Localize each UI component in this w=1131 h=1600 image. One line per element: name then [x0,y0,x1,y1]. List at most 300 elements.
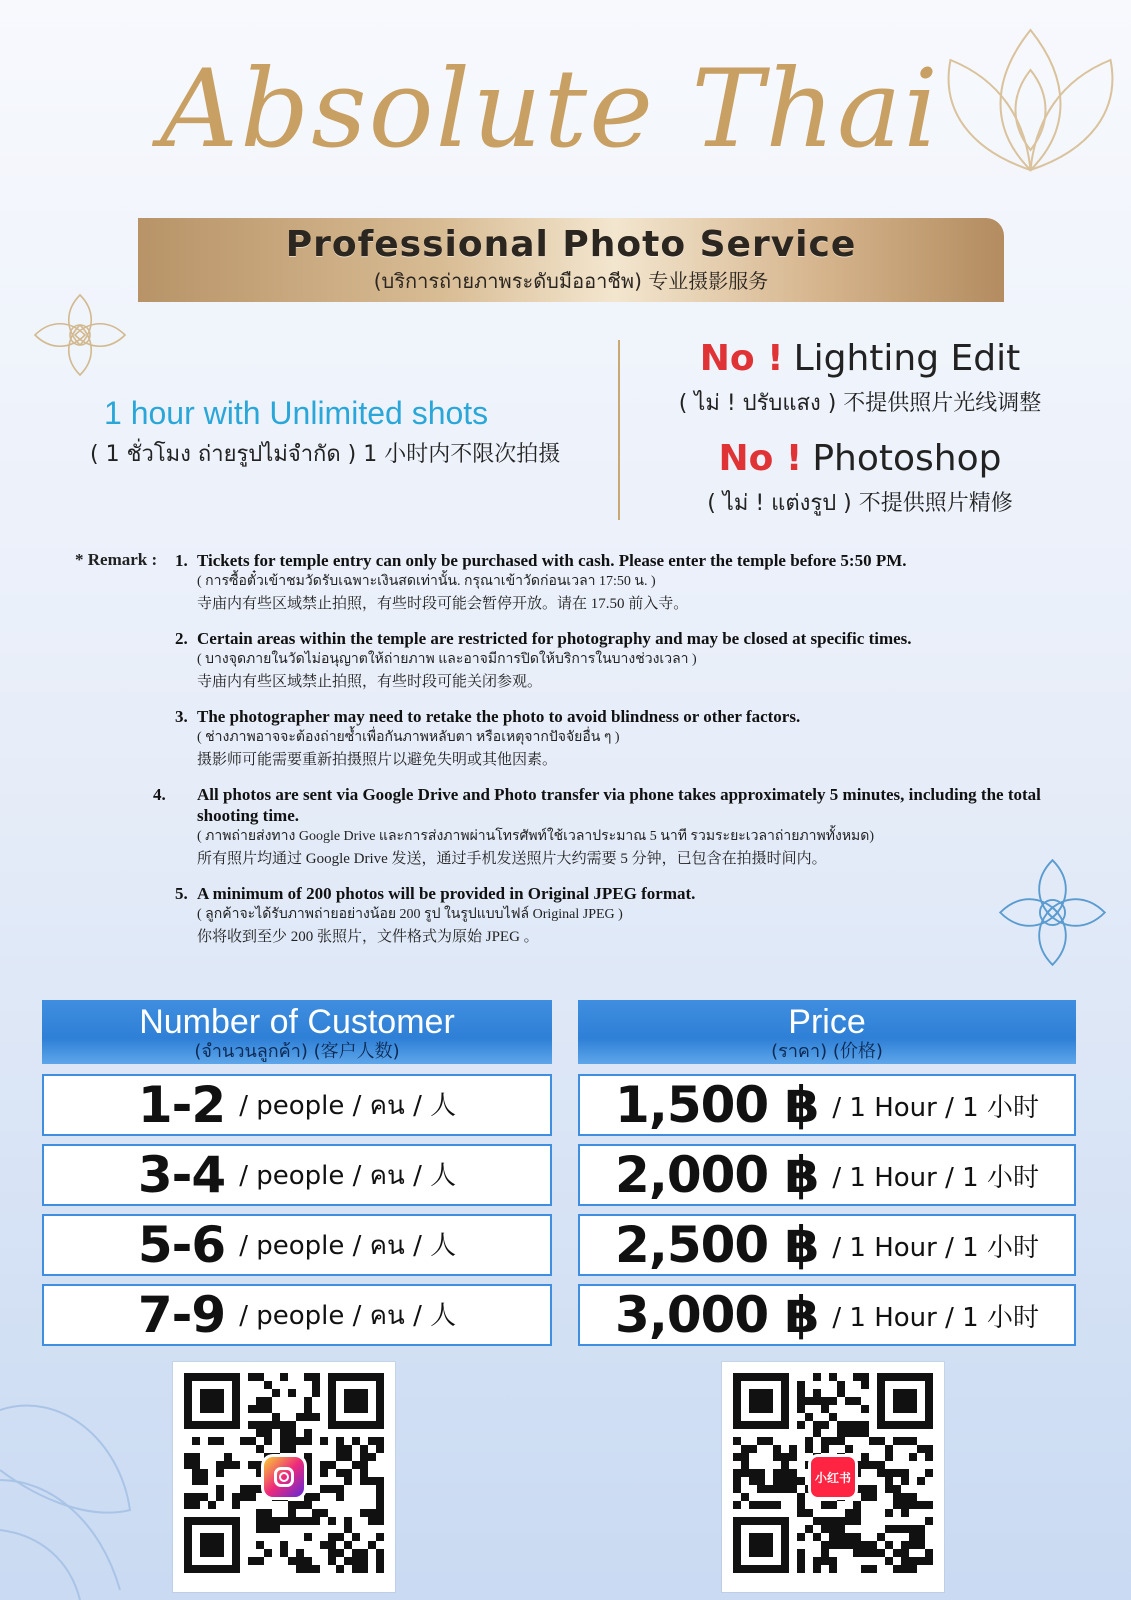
people-unit: / people / คน / 人 [239,1230,457,1261]
qr-module [821,1445,829,1453]
qr-module [184,1501,192,1509]
qr-module [869,1541,877,1549]
qr-module [901,1477,909,1485]
qr-module [312,1413,320,1421]
qr-module [368,1437,376,1445]
qr-module [821,1501,829,1509]
customers-cell [42,1074,552,1136]
qr-module [829,1525,837,1533]
qr-module [781,1469,789,1477]
qr-module [821,1557,829,1565]
qr-module [352,1437,360,1445]
qr-module [216,1437,224,1445]
qr-module [248,1485,256,1493]
qr-module [813,1389,821,1397]
remark-chinese: 寺庙内有些区域禁止拍照，有些时段可能会暂停开放。请在 17.50 前入寺。 [197,596,689,612]
qr-module [773,1501,781,1509]
qr-module [216,1469,224,1477]
remark-number: 2. [175,629,188,648]
qr-module [909,1565,917,1573]
qr-module [797,1477,805,1485]
qr-module [272,1389,280,1397]
qr-module [813,1533,821,1541]
qr-module [352,1533,360,1541]
remark-label: * Remark : [75,550,158,569]
instagram-icon [261,1454,307,1500]
qr-module [861,1381,869,1389]
qr-module [256,1397,264,1405]
qr-module [296,1501,304,1509]
qr-module [192,1469,200,1477]
qr-module [192,1501,200,1509]
qr-module [336,1533,344,1541]
qr-module [861,1461,869,1469]
qr-module [797,1493,805,1501]
qr-module [200,1389,224,1413]
qr-module [845,1509,853,1517]
qr-module [368,1517,376,1525]
qr-module [797,1405,805,1413]
qr-module [861,1485,869,1493]
qr-module [376,1477,384,1485]
qr-module [925,1557,933,1565]
hour-unit: / 1 Hour / 1 小时 [832,1302,1039,1333]
qr-module [861,1373,869,1381]
qr-module [925,1549,933,1557]
customer-count: 1-2 [137,1076,226,1134]
qr-module [336,1565,344,1573]
qr-module [336,1445,344,1453]
qr-module [757,1485,765,1493]
qr-module [773,1469,781,1477]
qr-module [789,1469,797,1477]
price-value: 1,500 ฿ [615,1076,819,1134]
qr-module [256,1525,264,1533]
qr-module [893,1525,901,1533]
qr-module [909,1437,917,1445]
qr-module [837,1429,845,1437]
qr-module [869,1493,877,1501]
qr-module [280,1517,288,1525]
qr-module [312,1493,320,1501]
qr-module [749,1501,757,1509]
qr-module [240,1493,248,1501]
qr-module [861,1541,869,1549]
qr-module [749,1469,757,1477]
qr-module [344,1389,368,1413]
qr-module [192,1453,200,1461]
service-banner [138,218,1004,302]
qr-module [885,1525,893,1533]
qr-module [360,1557,368,1565]
qr-module [296,1437,304,1445]
no-label: No ! [699,338,784,379]
qr-module [200,1469,208,1477]
no-lighting-edit [625,338,1095,379]
qr-module [208,1437,216,1445]
qr-module [368,1477,376,1485]
qr-module [296,1517,304,1525]
price-cell [578,1074,1076,1136]
qr-module [845,1397,853,1405]
qr-module [917,1501,925,1509]
qr-module [885,1469,893,1477]
qr-module [248,1461,256,1469]
qr-module [280,1429,288,1437]
brand-title: Absolute Thai [160,47,940,172]
qr-module [288,1517,296,1525]
qr-module [901,1501,909,1509]
qr-module [304,1565,312,1573]
qr-module [861,1565,869,1573]
qr-module [741,1461,749,1469]
qr-module [829,1413,837,1421]
qr-module [893,1565,901,1573]
qr-module [264,1421,272,1429]
qr-module [765,1437,773,1445]
no-edit-features [625,338,1095,538]
lighting-edit-label: Lighting Edit [793,338,1021,379]
qr-module [376,1565,384,1573]
qr-module [272,1525,280,1533]
qr-module [312,1509,320,1517]
qr-module [773,1453,781,1461]
qr-module [208,1501,216,1509]
price-cell [578,1144,1076,1206]
qr-module [336,1493,344,1501]
qr-module [885,1557,893,1565]
qr-module [376,1501,384,1509]
qr-module [320,1469,328,1477]
qr-module [192,1437,200,1445]
qr-module [829,1557,837,1565]
qr-module [264,1381,272,1389]
xiaohongshu-qr-code[interactable] [722,1362,944,1592]
qr-module [376,1533,384,1541]
no-label: No ! [718,438,803,479]
qr-module [192,1493,200,1501]
qr-module [288,1437,296,1445]
qr-module [821,1525,829,1533]
banner-subtitle: (บริการถ่ายภาพระดับมืออาชีพ) 专业摄影服务 [373,269,769,293]
qr-module [272,1517,280,1525]
price-header-subtitle: (ราคา) (价格) [771,1041,883,1062]
qr-module [336,1437,344,1445]
customer-count: 7-9 [137,1286,226,1344]
qr-module [885,1445,893,1453]
qr-module [925,1453,933,1461]
qr-module [829,1541,837,1549]
qr-module [296,1557,304,1565]
qr-module [909,1533,917,1541]
remark-thai: ( ภาพถ่ายส่งทาง Google Drive และการส่งภาพผ่านโทรศัพท์ใช้เวลาประมาณ 5 นาที รวมระยะเวลาถ่ายภาพทั้งหมด) [197,829,875,844]
qr-module [741,1493,749,1501]
qr-module [288,1557,296,1565]
remark-item [175,550,1075,616]
qr-module [288,1445,296,1453]
qr-module [877,1549,885,1557]
photoshop-label: Photoshop [812,438,1002,479]
qr-module [328,1485,336,1493]
qr-module [344,1453,352,1461]
qr-module [256,1541,264,1549]
qr-module [925,1517,933,1525]
xiaohongshu-badge-text: 小红书 [814,1470,851,1485]
qr-module [773,1477,781,1485]
qr-module [765,1485,773,1493]
qr-module [264,1397,272,1405]
feature-divider [618,340,620,520]
instagram-qr-code[interactable] [173,1362,395,1592]
customers-cell [42,1144,552,1206]
qr-module [741,1453,749,1461]
qr-module [901,1469,909,1477]
qr-module [813,1397,821,1405]
qr-module [320,1485,328,1493]
qr-module [344,1477,352,1485]
remarks-section [75,550,1075,961]
qr-module [256,1405,264,1413]
qr-module [901,1437,909,1445]
qr-module [821,1517,829,1525]
qr-module [757,1501,765,1509]
qr-module [320,1541,328,1549]
qr-module [256,1509,264,1517]
qr-module [805,1413,813,1421]
qr-module [877,1533,885,1541]
qr-module [829,1397,837,1405]
qr-module [901,1549,909,1557]
customers-cell [42,1284,552,1346]
qr-module [757,1437,765,1445]
qr-module [909,1453,917,1461]
qr-module [805,1525,813,1533]
qr-module [256,1429,264,1437]
remark-item [153,784,1075,871]
qr-module [288,1421,296,1429]
qr-module [829,1517,837,1525]
qr-module [781,1461,789,1469]
qr-module [917,1557,925,1565]
qr-module [877,1469,885,1477]
qr-module [797,1509,805,1517]
qr-module [328,1549,336,1557]
people-unit: / people / คน / 人 [239,1090,457,1121]
qr-module [837,1525,845,1533]
qr-module [885,1509,893,1517]
qr-module [288,1429,296,1437]
qr-module [256,1557,264,1565]
qr-module [216,1493,224,1501]
qr-module [320,1437,328,1445]
qr-module [376,1445,384,1453]
qr-module [853,1397,861,1405]
qr-module [288,1389,296,1397]
qr-module [344,1525,352,1533]
qr-module [781,1477,789,1485]
qr-module [264,1437,272,1445]
qr-module [749,1445,757,1453]
qr-module [909,1525,917,1533]
qr-module [296,1549,304,1557]
qr-module [741,1445,749,1453]
qr-module [344,1469,352,1477]
qr-module [336,1485,344,1493]
qr-module [360,1565,368,1573]
qr-module [304,1437,312,1445]
qr-module [893,1493,901,1501]
qr-module [328,1557,336,1565]
qr-module [352,1461,360,1469]
qr-module [248,1493,256,1501]
qr-module [296,1565,304,1573]
qr-module [893,1469,901,1477]
qr-module [200,1493,208,1501]
qr-module [256,1421,264,1429]
qr-module [376,1485,384,1493]
qr-module [733,1477,741,1485]
qr-module [821,1437,829,1445]
remark-item [175,628,1075,694]
qr-module [304,1557,312,1565]
qr-module [901,1541,909,1549]
qr-module [304,1405,312,1413]
qr-module [853,1501,861,1509]
qr-module [248,1405,256,1413]
qr-module [368,1541,376,1549]
qr-module [861,1429,869,1437]
qr-module [248,1373,256,1381]
qr-module [376,1549,384,1557]
qr-module [376,1493,384,1501]
qr-module [741,1469,749,1477]
qr-module [797,1549,805,1557]
qr-module [845,1541,853,1549]
qr-module [320,1509,328,1517]
qr-module [885,1453,893,1461]
qr-module [781,1485,789,1493]
qr-module [917,1445,925,1453]
qr-module [885,1477,893,1485]
qr-module [733,1501,741,1509]
remark-item [175,883,1075,949]
qr-module [376,1437,384,1445]
qr-module [845,1445,853,1453]
qr-module [861,1421,869,1429]
remark-thai: ( การซื้อตั๋วเข้าชมวัดรับเฉพาะเงินสดเท่านั้น. กรุณาเข้าวัดก่อนเวลา 17:50 น. ) [197,574,656,589]
qr-module [360,1469,368,1477]
qr-module [877,1461,885,1469]
qr-module [344,1541,352,1549]
lotus-ornament-left-icon [30,290,130,380]
qr-module [376,1517,384,1525]
qr-module [224,1461,232,1469]
qr-module [813,1565,821,1573]
qr-module [360,1453,368,1461]
qr-module [837,1533,845,1541]
qr-module [813,1421,821,1429]
qr-module [837,1437,845,1445]
qr-module [869,1485,877,1493]
qr-module [280,1541,288,1549]
qr-module [216,1485,224,1493]
lotus-ornament-top-right-icon [930,0,1131,190]
qr-module [344,1445,352,1453]
qr-module [781,1453,789,1461]
qr-module [853,1541,861,1549]
qr-module [837,1421,845,1429]
qr-module [789,1445,797,1453]
qr-module [200,1477,208,1485]
qr-module [885,1541,893,1549]
remark-english: All photos are sent via Google Drive and Photo transfer via phone takes approximately 5 minutes, including the total shooting time. [197,785,1041,825]
qr-module [885,1485,893,1493]
qr-module [264,1429,272,1437]
price-cell [578,1214,1076,1276]
banner-title: Professional Photo Service [285,224,857,265]
remark-english: Certain areas within the temple are restricted for photography and may be closed at specific times. [197,629,912,648]
qr-module [376,1557,384,1565]
people-unit: / people / คน / 人 [239,1300,457,1331]
qr-module [821,1397,829,1405]
qr-module [805,1445,813,1453]
qr-module [893,1501,901,1509]
no-lighting-edit-subtitle: ( ไม่ ! ปรับแสง ) 不提供照片光线调整 [678,391,1042,416]
qr-module [837,1541,845,1549]
qr-module [869,1461,877,1469]
qr-module [861,1493,869,1501]
qr-module [296,1413,304,1421]
price-value: 2,000 ฿ [615,1146,819,1204]
qr-module [909,1557,917,1565]
qr-module [733,1485,741,1493]
remark-item [175,706,1075,772]
qr-module [280,1421,288,1429]
qr-module [909,1541,917,1549]
hour-unit: / 1 Hour / 1 小时 [832,1162,1039,1193]
qr-module [829,1533,837,1541]
xiaohongshu-badge [808,1454,858,1500]
customers-header-title: Number of Customer [139,1003,455,1041]
qr-module [869,1565,877,1573]
qr-module [869,1549,877,1557]
qr-module [360,1509,368,1517]
qr-module [280,1445,288,1453]
qr-module [853,1517,861,1525]
qr-module [288,1509,296,1517]
qr-module [248,1437,256,1445]
people-unit: / people / คน / 人 [239,1160,457,1191]
qr-module [360,1461,368,1469]
qr-module [757,1469,765,1477]
qr-module [304,1373,312,1381]
qr-module [360,1549,368,1557]
qr-module [813,1429,821,1437]
qr-module [232,1501,240,1509]
remark-number: 1. [175,551,188,570]
qr-module [368,1453,376,1461]
qr-module [901,1493,909,1501]
qr-module [797,1557,805,1565]
qr-module [789,1485,797,1493]
customers-header-subtitle: (จำนวนลูกค้า) (客户人数) [194,1041,400,1062]
lotus-ornament-bottom-left-icon [0,1330,180,1600]
qr-module [821,1549,829,1557]
qr-module [845,1533,853,1541]
qr-module [789,1477,797,1485]
qr-module [901,1509,909,1517]
qr-module [797,1533,805,1541]
